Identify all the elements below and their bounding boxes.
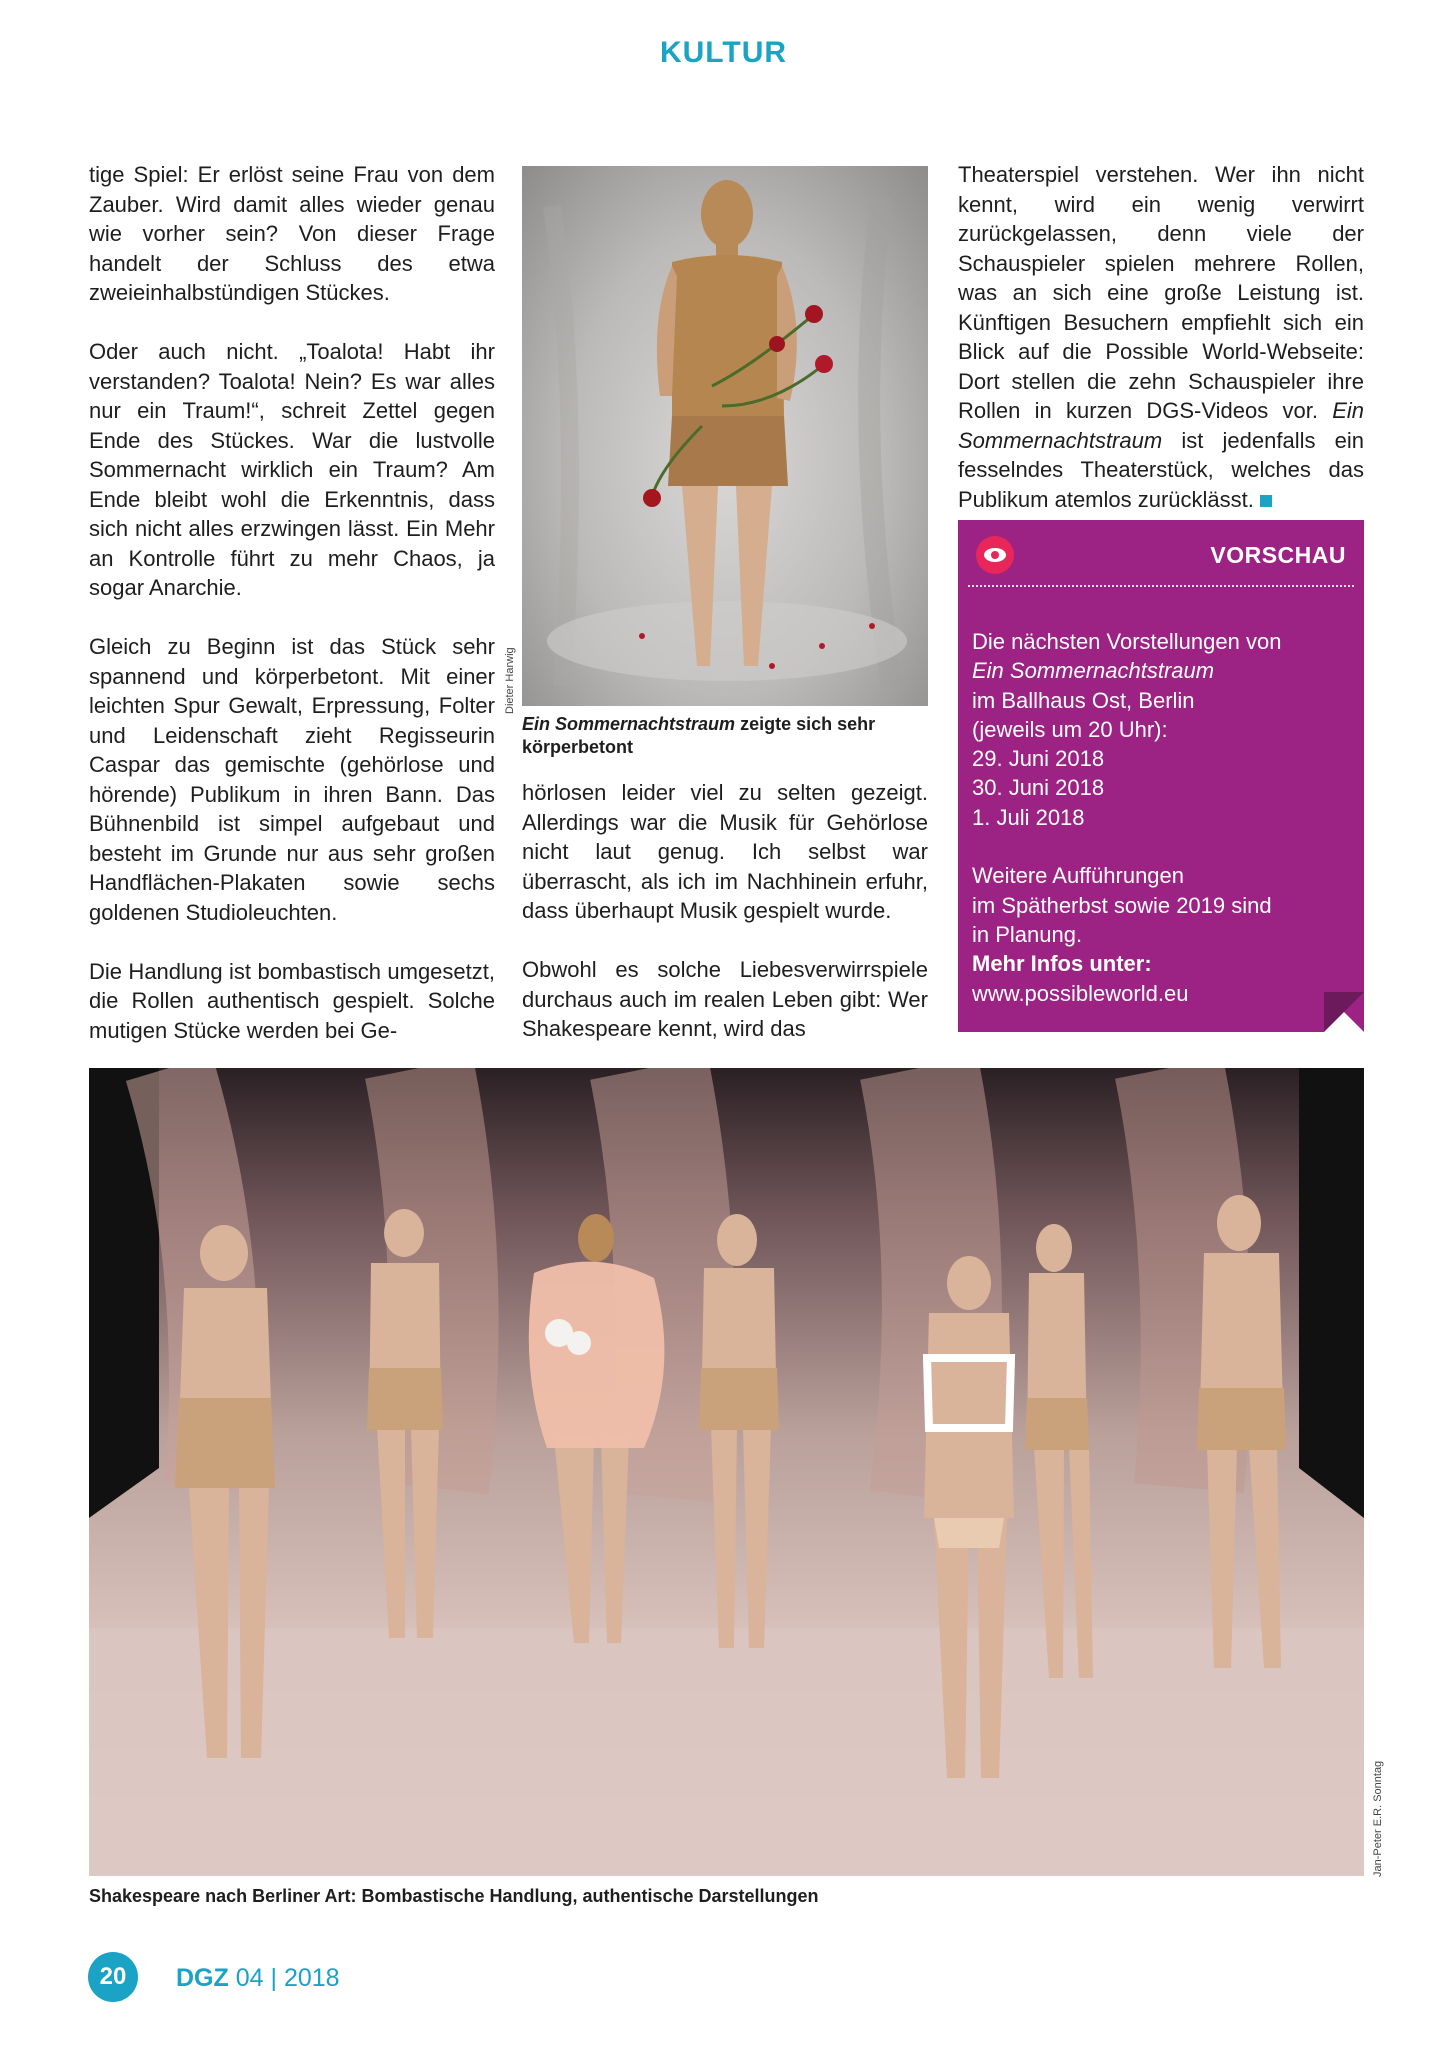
page-fold-corner (1324, 992, 1364, 1032)
preview-date: 30. Juni 2018 (972, 775, 1105, 801)
caption-title: Ein Sommernachtstraum (522, 714, 736, 734)
paragraph: Die Handlung ist bombastisch umgesetzt, die Rollen authentisch gespielt. Solche mutigen Stücke werden bei Ge- (89, 958, 495, 1043)
page-number: 20 (88, 1952, 138, 2002)
preview-url-link[interactable]: www.possibleworld.eu (972, 980, 1189, 1006)
preview-box (958, 520, 1364, 1032)
preview-more: in Planung. (972, 921, 1083, 947)
eye-icon (976, 536, 1014, 574)
publication-info (176, 1964, 340, 1993)
paragraph: Gleich zu Beginn ist das Stück sehr spannend und körperbetont. Mit einer leichten Spur Gewalt, Erpressung, Folter und Leidenschaft zieht Regisseurin Caspar das gemischte (gehörlose und hörende) Publikum in ihren Bann. Das Bühnenbild ist simpel aufgebaut und besteht im Grunde nur aus sehr großen Handflächen-Plakaten sowie sechs goldenen Studioleuchten. (89, 634, 495, 925)
preview-body (972, 627, 1350, 1008)
preview-venue: im Ballhaus Ost, Berlin (972, 687, 1195, 713)
paragraph: hörlosen leider viel zu selten gezeigt. Allerdings war die Musik für Gehörlose nicht laut genug. Ich selbst war überrascht, als ich im Nachhinein erfuhr, dass überhaupt Musik gespielt wurde. (522, 780, 928, 923)
photo-credit: Jan-Peter E.R. Sonntag (1372, 1760, 1384, 1877)
preview-intro: Die nächsten Vorstellungen von (972, 629, 1282, 654)
preview-date: 1. Juli 2018 (972, 804, 1085, 830)
article-column-1 (89, 160, 495, 1045)
photo-caption: Shakespeare nach Berliner Art: Bombastische Handlung, authentische Darstellungen (89, 1886, 819, 1906)
paragraph: Oder auch nicht. „Toalota! Habt ihr verstanden? Toalota! Nein? Es war alles nur ein Traum!“, schreit Zettel gegen Ende des Stückes. War die lustvolle Sommernacht wirklich ein Traum? Am Ende bleibt wohl die Erkenntnis, dass sich nicht alles erzwingen lässt. Ein Mehr an Kontrolle führt zu mehr Chaos, ja sogar Anarchie. (89, 339, 495, 600)
photo-ensemble-on-stage (89, 1068, 1364, 1876)
preview-more: Weitere Aufführungen (972, 863, 1185, 889)
divider: | (270, 1964, 277, 1992)
paragraph: Obwohl es solche Liebesverwirrspiele durchaus auch im realen Leben gibt: Wer Shakespeare kennt, wird das (522, 957, 928, 1041)
article-column-3 (958, 160, 1364, 514)
issue-number: 04 (235, 1964, 264, 1992)
paragraph (958, 160, 1364, 514)
preview-time: (jeweils um 20 Uhr): (972, 716, 1168, 742)
article-column-2 (522, 778, 928, 1044)
dotted-divider (968, 585, 1354, 587)
photo-actor-with-roses (522, 166, 928, 706)
photo-caption (522, 713, 928, 759)
photo-illustration (89, 1068, 1364, 1876)
photo-credit: Dieter Harwig (504, 647, 516, 714)
photo-illustration (522, 166, 928, 706)
publication-name: DGZ (176, 1964, 229, 1992)
spacer (972, 832, 1350, 861)
preview-heading: VORSCHAU (1210, 542, 1346, 568)
paragraph: tige Spiel: Er erlöst seine Frau von dem Zauber. Wird damit alles wieder genau wie vorher sein? Von dieser Frage handelt der Schluss des etwa zweieinhalbstündigen Stückes. (89, 162, 495, 305)
preview-date: 29. Juni 2018 (972, 746, 1105, 772)
play-title: Ein Sommernachtstraum (958, 398, 1364, 453)
issue-year: 2018 (283, 1964, 340, 1992)
paragraph-text: ist jedenfalls ein fesselndes Theaterstück, welches das Publikum atemlos zurücklässt. (958, 427, 1364, 512)
preview-title: Ein Sommernachtstraum (972, 658, 1215, 684)
preview-info-label: Mehr Infos unter: (972, 951, 1152, 977)
paragraph-text: Theaterspiel verstehen. Wer ihn nicht kennt, wird ein wenig verwirrt zurückgelassen, denn viele der Schauspieler spielen mehrere Rollen, was an sich eine große Leistung ist. Künftigen Besuchern empfiehlt sich ein Blick auf die Possible World-Webseite: Dort stellen die zehn Schauspieler ihre Rollen in kurzen DGS-Videos vor. (958, 162, 1364, 423)
section-title: KULTUR (659, 36, 788, 69)
end-mark-icon (1260, 495, 1272, 507)
preview-more: im Spätherbst sowie 2019 sind (972, 892, 1272, 918)
caption-text: zeigte sich sehr körperbetont (522, 714, 876, 757)
